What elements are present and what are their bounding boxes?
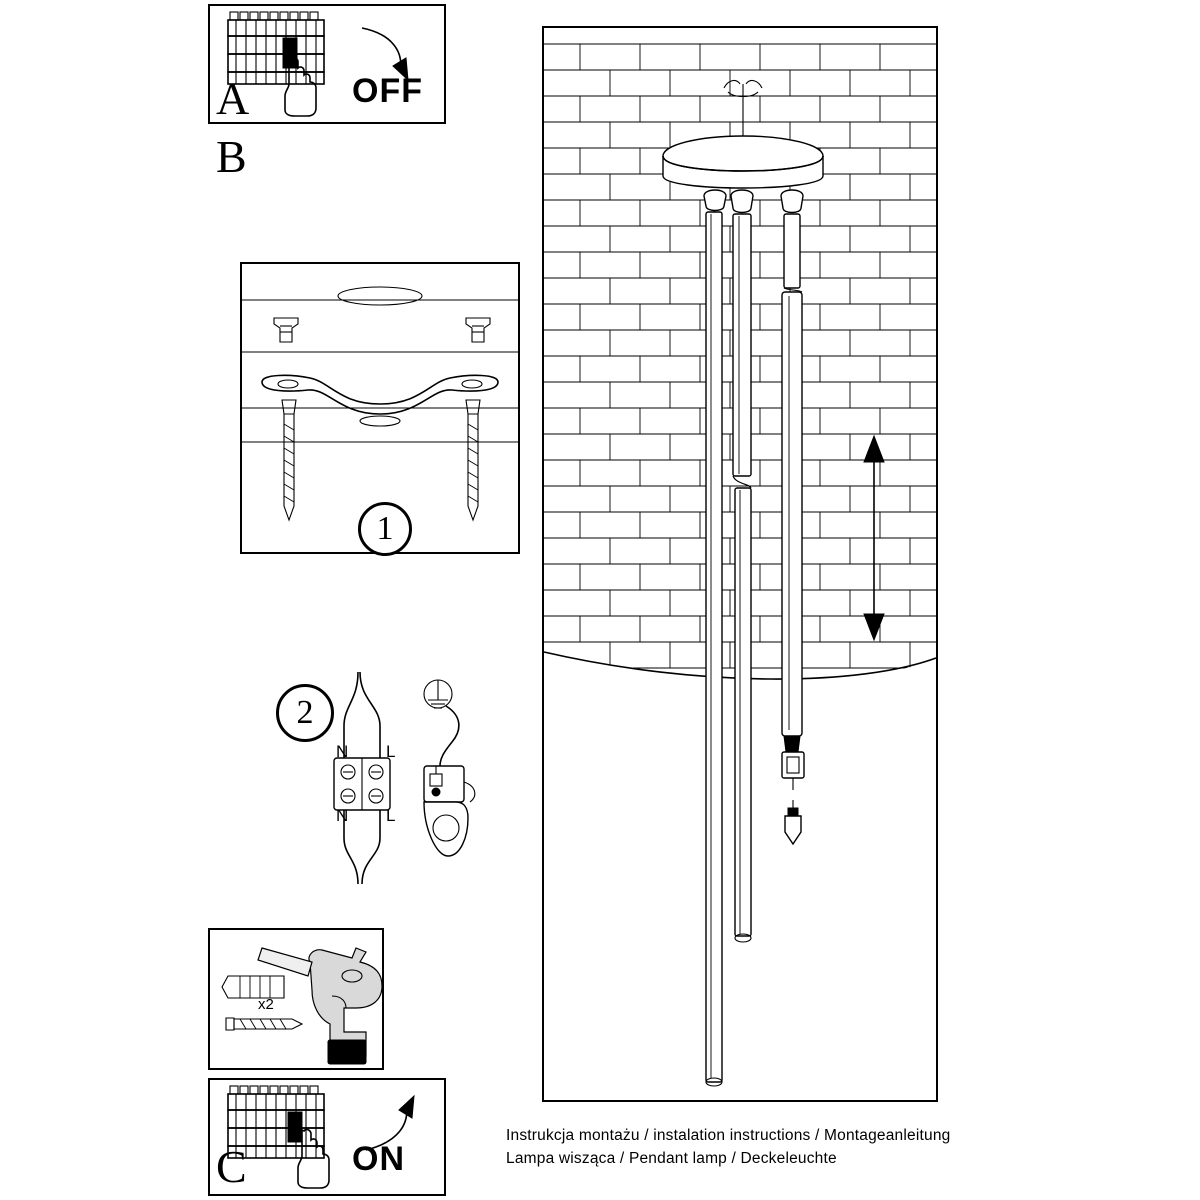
- caption-line-1: Instrukcja montażu / instalation instructions / Montageanleitung: [506, 1127, 951, 1144]
- wire-label-n-bottom: N: [336, 806, 349, 825]
- pendant-tube-middle: [731, 190, 753, 942]
- wire-label-l-top: L: [386, 742, 396, 761]
- step-b-label: B: [216, 131, 247, 182]
- step-a-label: A: [216, 73, 250, 124]
- hardware-quantity-label: x2: [258, 996, 274, 1013]
- step-1-number: 1: [358, 502, 412, 556]
- step-a-action-label: OFF: [352, 72, 423, 110]
- tube-connector: [782, 736, 804, 790]
- caption-line-2: Lampa wisząca / Pendant lamp / Deckeleuchte: [506, 1150, 837, 1167]
- pendant-tube-right: [781, 190, 803, 736]
- step-c-action-label: ON: [352, 1140, 405, 1178]
- detached-bulb-part: [785, 800, 801, 844]
- wire-label-n-top: N: [336, 742, 349, 761]
- pendant-tube-left: [704, 190, 726, 1086]
- step-c-label: C: [216, 1141, 247, 1192]
- ceiling-canopy: [663, 136, 823, 188]
- wire-label-l-bottom: L: [386, 806, 396, 825]
- step-2-number: 2: [276, 684, 334, 742]
